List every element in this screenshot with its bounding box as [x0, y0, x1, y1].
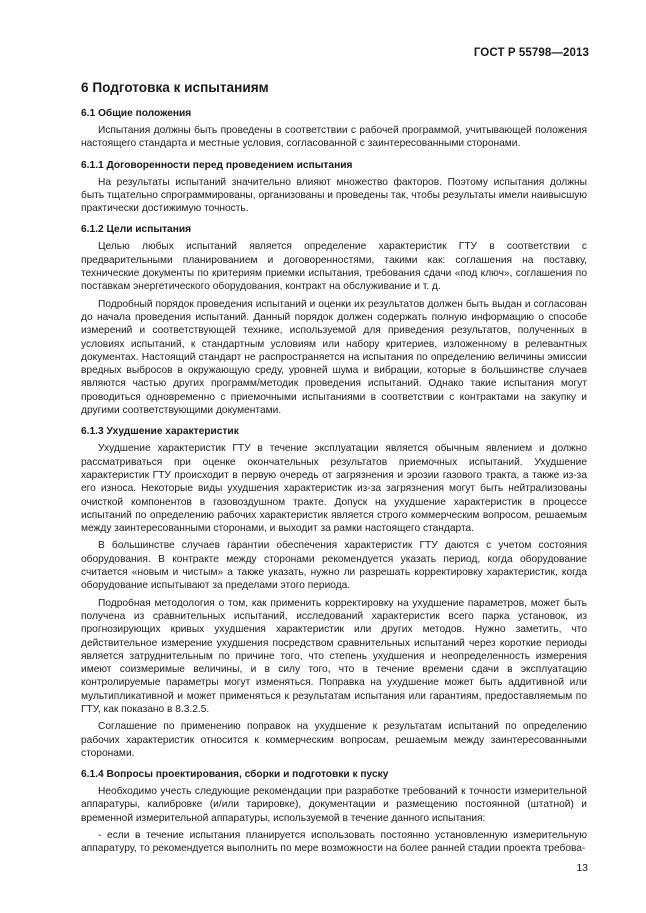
paragraph-6-1-3-1: Ухудшение характеристик ГТУ в течение эксплуатации является обычным явлением и должно рассматриваться при оценке окончательных результатов приемочных испытаний. Ухудшение характеристик ГТУ происходит в первую очередь от загрязнения и эрозии газового тракта, а также из-за его износа. Некоторые виды ухудшения характеристик из-за загрязнения могут быть нейтрализованы очисткой компонентов в газовоздушном тракте. Допуск на ухудшение характеристик в процессе испытаний по определению рабочих характеристик является строго коммерческим вопросом, решаемым между заинтересованными сторонами, и выходит за рамки настоящего стандарта.	[81, 443, 587, 535]
paragraph-6-1-2-1: Целью любых испытаний является определение характеристик ГТУ в соответствии с предварительными планированием и договоренностями, такими как: соглашения на поставку, технические документы по критериям приемки испытания, требования сдачи «под ключ», соглашения по поставкам энергетического оборудования, контракт на обслуживание и т. д.	[81, 241, 587, 293]
paragraph-6-1-3-4: Соглашение по применению поправок на ухудшение к результатам испытаний по определению рабочих характеристик относится к коммерческим вопросам, решаемым между заинтересованными сторонами.	[81, 721, 587, 759]
document-code: ГОСТ Р 55798—2013	[473, 47, 589, 59]
subsection-title-6-1-3: 6.1.3 Ухудшение характеристик	[81, 426, 239, 438]
paragraph-6-1-1: Испытания должны быть проведены в соответствии с рабочей программой, учитывающей положения настоящего стандарта и местные условия, согласованной с заинтересованными сторонами.	[81, 125, 587, 150]
subsection-title-6-1-1: 6.1.1 Договоренности перед проведением испытания	[81, 159, 353, 171]
paragraph-6-1-2-2: Подробный порядок проведения испытаний и оценки их результатов должен быть выдан и согласован до начала проведения испытаний. Данный порядок должен содержать полную информацию о способе измерений и соответствующей технике, используемой для приведения результатов, полученных в условиях испытаний, к стандартным условиям или набору критериев, изложенному в релевантных документах. Настоящий стандарт не распространяется на испытания по определению величины эмиссии вредных выбросов в окружающую среду, уровней шума и вибрации, которые в большинстве случаев являются частью других программ/методик проведения испытаний. Однако такие испытания могут проводиться одновременно с приемочными испытаниями в соответствии с контрактами на закупку и другими соответствующими документами.	[81, 298, 587, 417]
page-number: 13	[576, 862, 588, 874]
paragraph-6-1-3-2: В большинстве случаев гарантии обеспечения характеристик ГТУ даются с учетом состояния оборудования. В контракте между сторонами рекомендуется указать период, когда оборудование считается «новым и чистым» а также указать, нужно ли разрешать корректировку характеристик, когда оборудование испытывают за пределами этого периода.	[81, 540, 587, 592]
page-content	[81, 80, 587, 860]
section-title: 6 Подготовка к испытаниям	[81, 80, 269, 95]
subsection-title-6-1-4: 6.1.4 Вопросы проектирования, сборки и подготовки к пуску	[81, 769, 389, 781]
paragraph-6-1-4-2: - если в течение испытания планируется использовать постоянно установленную измерительную аппаратуру, то рекомендуется выполнить по мере возможности на более ранней стадии проекта требова-	[81, 830, 587, 855]
paragraph-6-1-3-3: Подробная методология о том, как применить корректировку на ухудшение параметров, может быть получена из сравнительных испытаний, исследований характеристик всего парка установок, из прогнозирующих кривых ухудшения характеристик или других методов. Нужно заметить, что действительное измерение ухудшения посредством сравнительных испытаний через короткие периоды является затруднительным по причине того, что степень ухудшения и неопределенность измерения имеют соизмеримые величины, и в силу того, что в течение времени сдачи в эксплуатацию контролируемые параметры могут изменяться. Поправка на ухудшение может быть аддитивной или мультипликативной и может применяться к результатам испытания или гарантиям, предоставляемым по ГТУ, как показано в 8.3.2.5.	[81, 597, 587, 715]
paragraph-6-1-1-1: На результаты испытаний значительно влияют множество факторов. Поэтому испытания должны быть тщательно спрограммированы, организованы и проведены так, чтобы результаты имели наивысшую практически достижимую точность.	[81, 176, 587, 215]
subsection-title-6-1: 6.1 Общие положения	[81, 108, 192, 119]
subsection-title-6-1-2: 6.1.2 Цели испытания	[81, 224, 192, 236]
paragraph-6-1-4-1: Необходимо учесть следующие рекомендации при разработке требований к точности измерительной аппаратуры, калибровке (и/или тарировке), документации и размещению постоянной (штатной) и временной измерительной аппаратуры, используемой в течение данного испытания:	[81, 786, 587, 824]
